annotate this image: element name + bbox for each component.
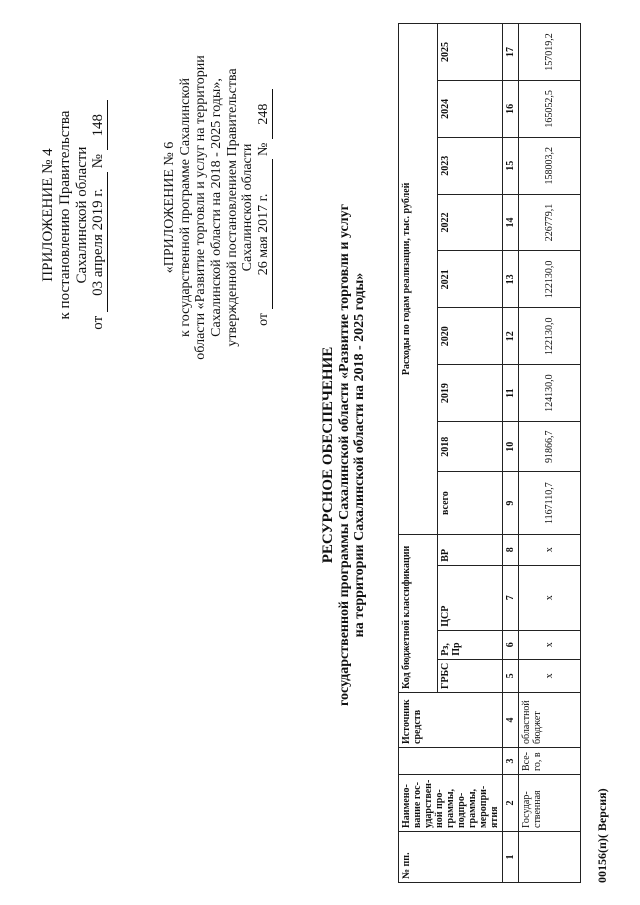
colnum: 5	[503, 659, 519, 692]
row-2025: 157019,2	[519, 24, 581, 81]
colnum: 17	[503, 24, 519, 81]
table-header-row-1	[399, 24, 438, 883]
appendix-6-date-line: от 26 мая 2017 г. № 248	[256, 10, 273, 405]
row-2018: 91866,7	[519, 422, 581, 472]
colnum: 11	[503, 365, 519, 422]
appendix-4-title: ПРИЛОЖЕНИЕ № 4	[40, 148, 56, 282]
appendix-6-number: 248	[256, 89, 273, 139]
header-vr: ВР	[437, 534, 502, 565]
row-vr: х	[519, 534, 581, 565]
colnum: 8	[503, 534, 519, 565]
header-2019: 2019	[437, 365, 502, 422]
header-kbk: Код бюджетной классификации	[399, 534, 438, 692]
row-no	[519, 832, 581, 883]
row-csr: х	[519, 565, 581, 630]
table-row	[519, 24, 581, 883]
appendix-4-block	[40, 25, 108, 405]
header-2021: 2021	[437, 251, 502, 308]
colnum: 3	[503, 748, 519, 775]
appendix-6-date: 26 мая 2017 г.	[256, 159, 273, 309]
colnum: 4	[503, 693, 519, 748]
colnum: 16	[503, 80, 519, 137]
header-2022: 2022	[437, 194, 502, 251]
appendix-6-line1: к государственной программе Сахалинской	[177, 78, 193, 337]
header-2023: 2023	[437, 137, 502, 194]
row-c3: Все-го, в	[519, 748, 581, 775]
appendix-4-date-line: от 03 апреля 2019 г. № 148	[90, 25, 108, 405]
header-2025: 2025	[437, 24, 502, 81]
appendix-6-line2: области «Развитие торговли и услуг на территории	[193, 55, 209, 360]
colnum: 9	[503, 472, 519, 534]
colnum: 1	[503, 832, 519, 883]
colnum: 14	[503, 194, 519, 251]
colnum: 13	[503, 251, 519, 308]
row-2023: 158003,2	[519, 137, 581, 194]
heading-line1: РЕСУРСНОЕ ОБЕСПЕЧЕНИЕ	[320, 346, 336, 564]
header-no: № пп.	[399, 832, 503, 883]
colnum: 2	[503, 775, 519, 832]
colnum: 12	[503, 308, 519, 365]
row-2020: 122130,0	[519, 308, 581, 365]
appendix-6-line5: Сахалинской области	[240, 143, 256, 272]
header-total: всего	[437, 472, 502, 534]
row-2019: 124130,0	[519, 365, 581, 422]
appendix-6-title: «ПРИЛОЖЕНИЕ № 6	[162, 141, 177, 274]
row-2021: 122130,0	[519, 251, 581, 308]
header-rzpr: Рз, Пр	[437, 630, 502, 659]
header-2024: 2024	[437, 80, 502, 137]
colnum: 6	[503, 630, 519, 659]
colnum: 15	[503, 137, 519, 194]
colnum: 7	[503, 565, 519, 630]
row-rzpr: х	[519, 630, 581, 659]
colnum: 10	[503, 422, 519, 472]
resource-table	[398, 23, 581, 883]
row-name: Государ-ственная	[519, 775, 581, 832]
appendix-4-date: 03 апреля 2019 г.	[90, 172, 108, 312]
heading-line3: на территории Сахалинской области на 2018 - 2025 годы»	[352, 272, 368, 638]
appendix-4-number: 148	[90, 100, 108, 150]
row-source: областной бюджет	[519, 693, 581, 748]
row-2022: 226779,1	[519, 194, 581, 251]
header-grbs: ГРБС	[437, 659, 502, 692]
row-grbs: х	[519, 659, 581, 692]
column-numbers-row	[503, 24, 519, 883]
appendix-6-block	[162, 10, 273, 405]
row-2024: 165052,5	[519, 80, 581, 137]
header-expenses: Расходы по годам реализации, тыс. рублей	[399, 24, 438, 535]
footer-version: 00156(п)( Версия)	[595, 788, 609, 883]
appendix-6-line3: Сахалинской области на 2018 - 2025 годы»,	[209, 78, 225, 337]
appendix-4-line1: к постановлению Правительства	[56, 110, 73, 320]
header-2020: 2020	[437, 308, 502, 365]
header-2018: 2018	[437, 422, 502, 472]
heading-line2: государственной программы Сахалинской области «Развитие торговли и услуг	[336, 204, 352, 706]
header-name: Наимено-вание гос-ударствен-ной про-граммы, подпро-граммы, меропри-ятия	[399, 775, 503, 832]
row-total: 1167110,7	[519, 472, 581, 534]
header-source: Источник средств	[399, 693, 503, 748]
header-csr: ЦСР	[437, 565, 502, 630]
document-heading	[320, 195, 368, 715]
appendix-4-line2: Сахалинской области	[73, 146, 90, 284]
appendix-6-line4: утвержденной постановлением Правительства	[224, 68, 240, 347]
